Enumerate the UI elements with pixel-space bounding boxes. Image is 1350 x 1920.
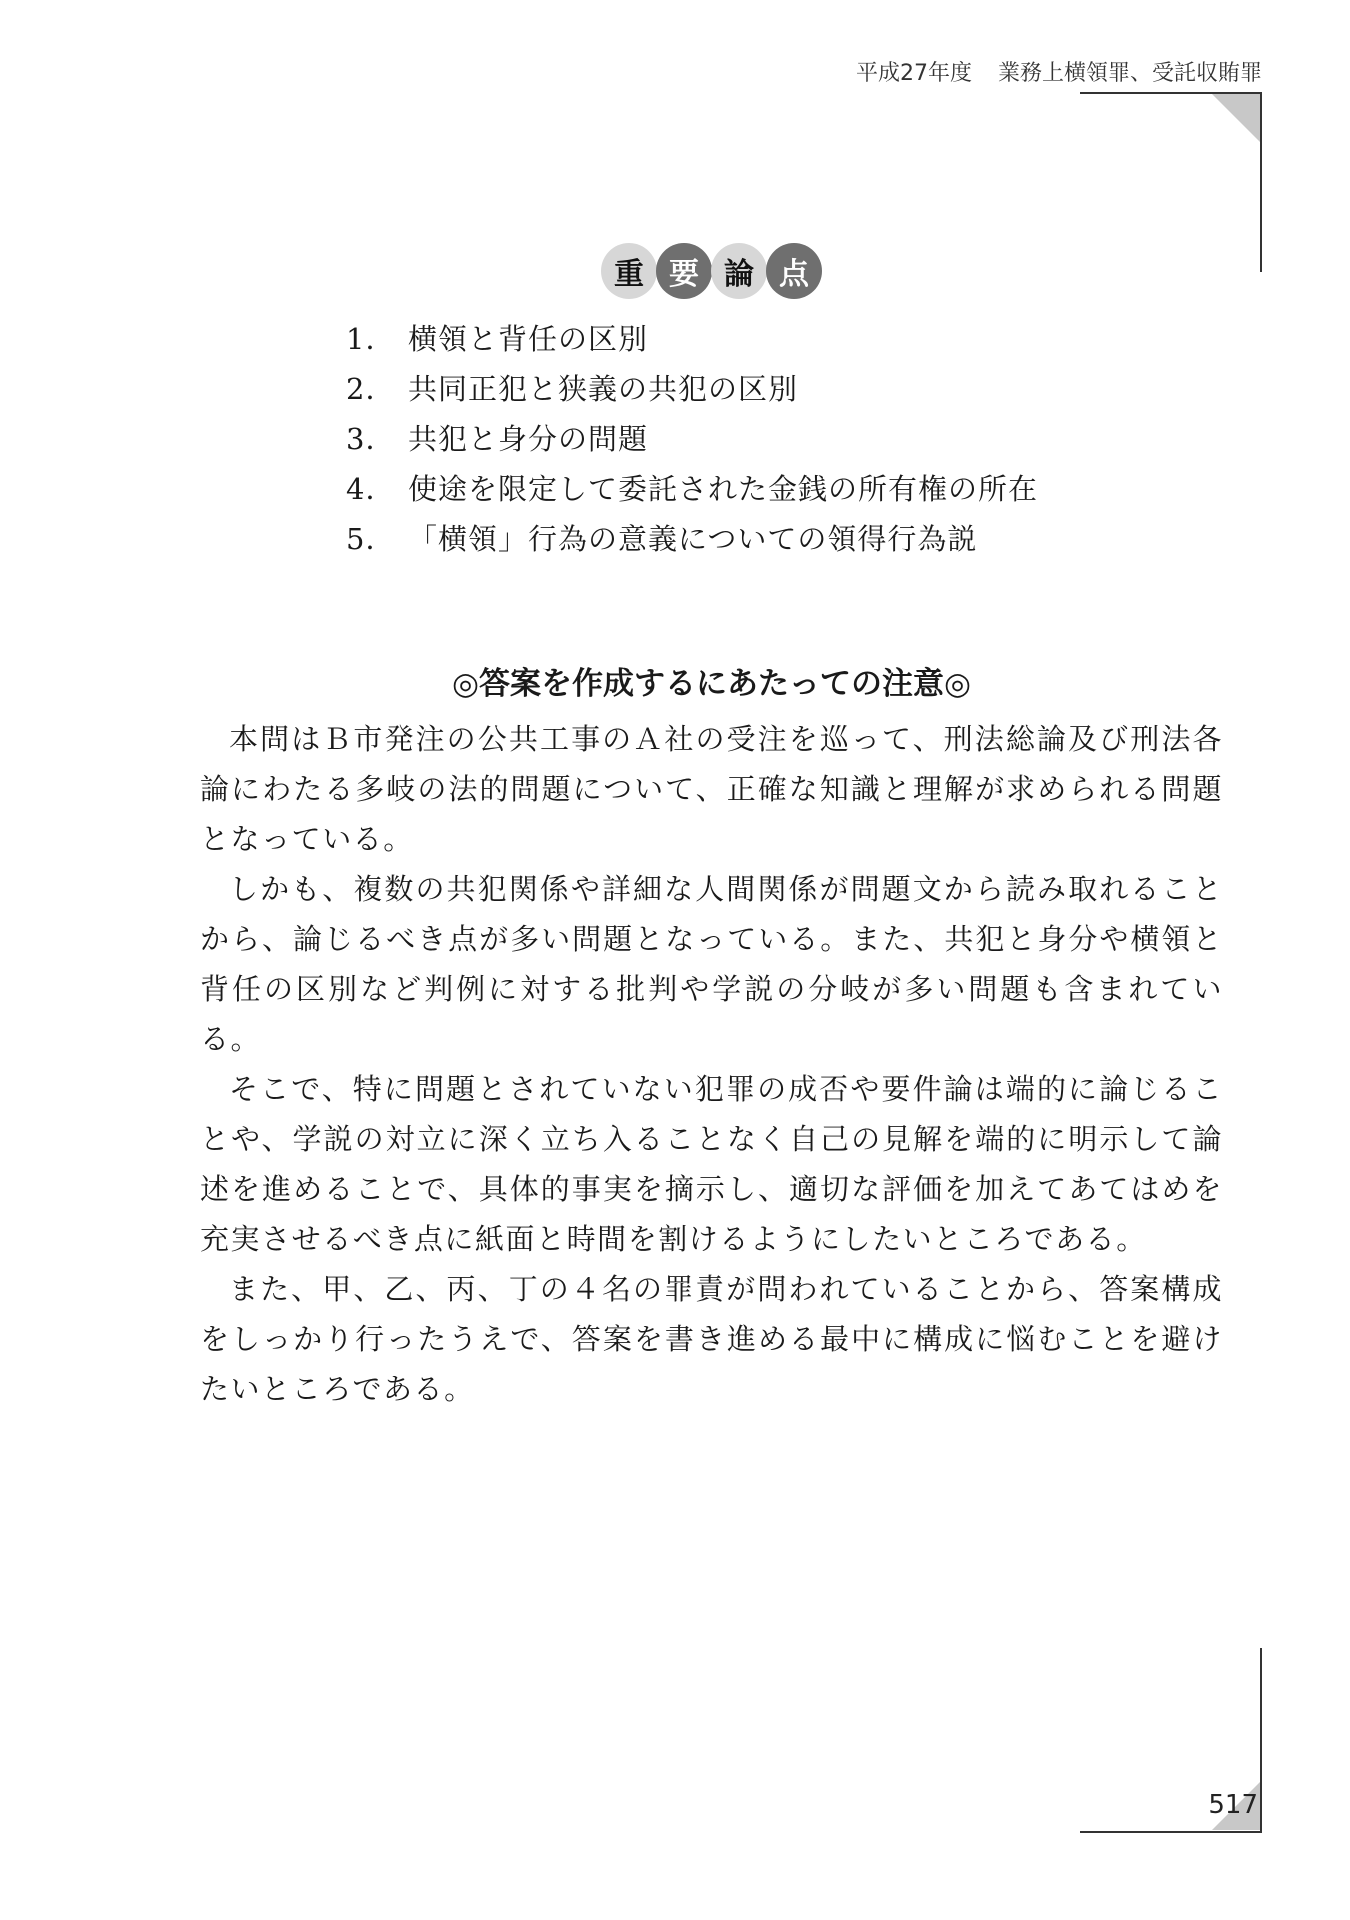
margin-rule-bottom: [1260, 1648, 1262, 1833]
notes-paragraph: しかも、複数の共犯関係や詳細な人間関係が問題文から読み取れることから、論じるべき点が多い問題となっている。また、共犯と身分や横領と背任の区別など判例に対する批判や学説の分岐が多い問題も含まれている。: [200, 872, 1223, 1056]
running-head-year: 平成27年度: [855, 61, 972, 86]
footer-rule: [1080, 1831, 1262, 1833]
notes-paragraph: また、甲、乙、丙、丁の４名の罪責が問われていることから、答案構成をしっかり行ったうえで、答案を書き進める最中に構成に悩むことを避けたいところである。: [200, 1272, 1223, 1406]
key-point-item: [346, 414, 1038, 464]
running-head-topic: 業務上横領罪、受託収賄罪: [997, 61, 1262, 86]
key-point-number: 3．: [346, 422, 396, 456]
notes-paragraph: そこで、特に問題とされていない犯罪の成否や要件論は端的に論じることや、学説の対立に深く立ち入ることなく自己の見解を端的に明示して論述を進めることで、具体的事実を摘示し、適切な評価を加えてあてはめを充実させるべき点に紙面と時間を割けるようにしたいところである。: [200, 1072, 1223, 1256]
notes-body: [200, 714, 1223, 1414]
key-point-number: 4．: [346, 472, 396, 506]
key-point-item: [346, 314, 1038, 364]
key-point-text: 共犯と身分の問題: [408, 422, 649, 456]
key-point-text: 共同正犯と狭義の共犯の区別: [408, 372, 799, 406]
corner-tab-top: [1212, 94, 1260, 142]
key-point-number: 1．: [346, 322, 396, 356]
margin-rule-top: [1260, 92, 1262, 272]
key-points-list: [346, 314, 1038, 564]
badge-char: 要: [656, 243, 712, 299]
page-number: 517: [1208, 1790, 1258, 1820]
running-head: [856, 56, 1262, 87]
badge-char: 重: [601, 243, 657, 299]
badge-char: 論: [711, 243, 767, 299]
key-point-text: 使途を限定して委託された金銭の所有権の所在: [408, 472, 1039, 506]
badge-char: 点: [766, 243, 822, 299]
key-points-badge: [601, 243, 821, 299]
notes-paragraph: 本問はＢ市発注の公共工事のＡ社の受注を巡って、刑法総論及び刑法各論にわたる多岐の法的問題について、正確な知識と理解が求められる問題となっている。: [200, 722, 1223, 856]
key-point-number: 2．: [346, 372, 396, 406]
notes-heading: ◎答案を作成するにあたっての注意◎: [451, 666, 972, 702]
key-point-item: [346, 464, 1038, 514]
key-point-item: [346, 514, 1038, 564]
key-point-text: 「横領」行為の意義についての領得行為説: [408, 522, 978, 556]
key-point-item: [346, 364, 1038, 414]
key-point-text: 横領と背任の区別: [408, 322, 649, 356]
key-point-number: 5．: [346, 522, 396, 556]
